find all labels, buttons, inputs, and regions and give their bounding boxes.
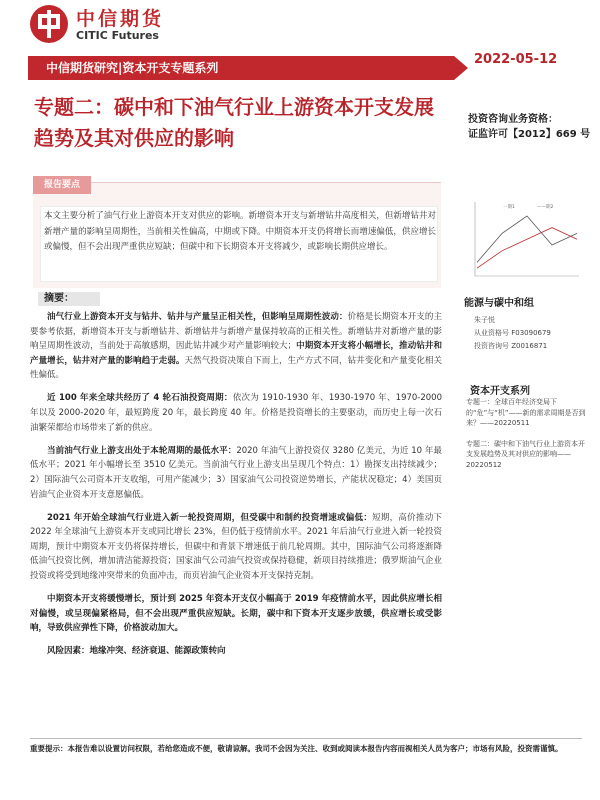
chart-legend-1: 一期1 xyxy=(503,205,515,210)
logo-name-en: CITIC Futures xyxy=(76,29,159,42)
report-date: 2022-05-12 xyxy=(474,52,558,67)
footer-disclaimer: 重要提示：本报告难以设置访问权限，若给您造成不便，敬请谅解。我司不会因为关注、收到或阅读本报告内容而视相关人员为客户；市场有风险，投资需谨慎。 xyxy=(30,744,563,753)
company-logo xyxy=(30,4,220,48)
report-series-banner: 中信期货研究|资本开支专题系列 xyxy=(28,56,454,80)
license-line-1: 投资咨询业务资格： xyxy=(468,114,558,125)
mini-line-chart xyxy=(465,196,583,284)
chart-series-line-1 xyxy=(477,228,577,269)
abstract-paragraph-3: 当前油气行业上游支出处于本轮周期的最低水平：2020 年油气上游投资仅 3280 亿美元，为近 10 年最低水平；2021 年小幅增长至 3510 亿美元。当前油气行业上游支出呈现几个特点：1）勘探支出持续减少；2）国际油气公司资本开支收缩，可用产能减少；3）国家油气公司投资逆势增长，产能状况稳定；4）美国页岩油气企业资本开支意愿偏低。 xyxy=(30,445,442,500)
series-list xyxy=(466,397,586,480)
abstract-paragraph-1: 油气行业上游资本开支与钻井、钻井与产量呈正相关性，但影响呈周期性波动：价格是长期资本开支的主要参考依据，新增资本开支与新增钻井、新增钻井与新增产量保持较高的正相关性。新增钻井对新增产量的影响呈周期性波动，当前处于高敏感期，因此钻井减少对产量影响较大；中期资本开支将小幅增长，推动钻井和产量增长，钻井对产量的影响趋于走弱。天然气投资决策自下而上，生产方式不同，钻井变化和产量变化相关性偏低。 xyxy=(30,312,442,381)
team-title: 能源与碳中和组 xyxy=(464,298,534,309)
analyst-advisor-id: 投资咨询号 Z0016871 xyxy=(474,342,548,350)
license-line-2: 证监许可【2012】669 号 xyxy=(468,129,591,140)
logo-name-cn: 中信期货 xyxy=(76,8,165,30)
analyst-cert: 从业资格号 F03090679 xyxy=(474,329,551,337)
series-title: 资本开支系列 xyxy=(470,386,530,397)
abstract-paragraph-risk: 风险因素：地缘冲突、经济衰退、能源政策转向 xyxy=(47,646,226,657)
logo-emblem-icon xyxy=(30,5,68,43)
abstract-paragraph-2: 近 100 年来全球共经历了 4 轮石油投资周期：依次为 1910-1930 年、1930-1970 年、1970-2000 年以及 2000-2020 年，最短跨度 20 年，最长跨度 40 年。价格是投资增长的主要驱动，而历史上每一次石油繁荣都给市场带来了新的供应。 xyxy=(30,393,442,433)
abstract-body xyxy=(30,310,442,667)
footer-divider xyxy=(30,738,582,739)
series-item-1[interactable]: 专题一：全球百年经济变局下的“危”与“机”——新的需求周期是否到来？——20220511 xyxy=(466,398,586,427)
license-info xyxy=(468,112,590,142)
summary-tag: 报告要点 xyxy=(33,176,91,194)
abstract-paragraph-5: 中期资本开支将缓慢增长，预计到 2025 年资本开支仅小幅高于 2019 年疫情前水平，因此供应增长相对偏慢，或呈现偏紧格局，但不会出现严重供应短缺。长期，碳中和下资本开支逐步放缓，供应增长或受影响，导致供应弹性下降，价格波动加大。 xyxy=(30,594,442,634)
series-item-2[interactable]: 专题二：碳中和下油气行业上游资本开支发展趋势及其对供应的影响——20220512 xyxy=(466,439,585,469)
abstract-label: 摘要： xyxy=(38,292,100,306)
chart-legend-2: ——期2 xyxy=(537,205,554,210)
analyst-info xyxy=(474,314,551,353)
abstract-paragraph-4: 2021 年开始全球油气行业进入新一轮投资周期，但受碳中和制约投资增速或偏低：短期，高价推动下 2022 年全球油气上游资本开支或同比增长 23%，但仍低于疫情前水平。2021 年后油气行业进入新一轮投资周期，预计中期资本开支仍将保持增长，但碳中和背景下增速低于前几轮周期。其中，国际油气公司将逐渐降低油气投资比例，增加清洁能源投资；国家油气公司油气投资或保持稳健，新项目持续推进；俄罗斯油气企业投资或将受到地缘冲突带来的负面冲击，而页岩油气企业资本开支保持克制。 xyxy=(30,512,442,581)
analyst-name: 朱子悦 xyxy=(474,316,495,324)
summary-text: 本文主要分析了油气行业上游资本开支对供应的影响。新增资本开支与新增钻井高度相关，但新增钻井对新增产量的影响呈周期性，当前相关性偏高，中期或下降。中期资本开支仍将增长而增速偏低，供应增长或偏慢，但不会出现严重供应短缺；但碳中和下长期资本开支将减少，或影响长期供应增长。 xyxy=(44,211,436,252)
report-title: 专题二：碳中和下油气行业上游资本开支发展趋势及其对供应的影响 xyxy=(34,95,434,150)
